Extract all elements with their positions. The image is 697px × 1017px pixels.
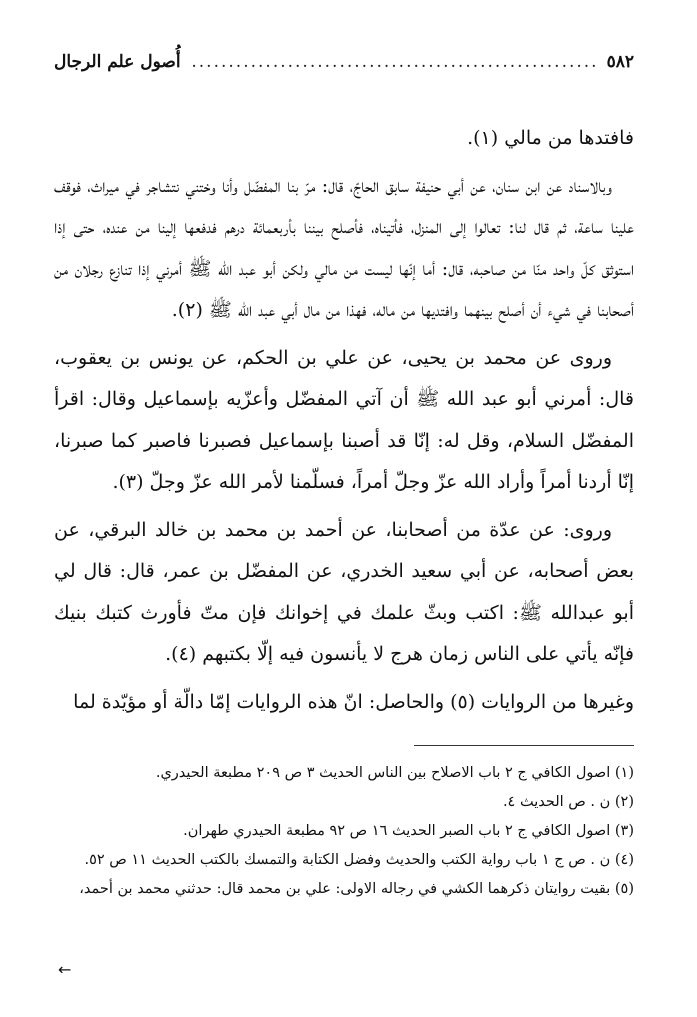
page-header (54, 52, 634, 82)
footnote: (٤) ن . ص ج ١ باب رواية الكتب والحديث وفضل الكتابة والتمسك بالكتب الحديث ١١ ص ٥٢. (84, 852, 634, 868)
footnote-divider (414, 745, 634, 746)
footnote: (٥) بقيت روايتان ذكرهما الكشي في رجاله الاولى: علي بن محمد قال: حدثني محمد بن أحمد، (79, 881, 634, 897)
paragraph: وغيرها من الروايات (٥) والحاصل: انّ هذه الروايات إمّا دالّة أو مؤيّدة لما (73, 690, 634, 713)
footnote: (١) اصول الكافي ج ٢ باب الاصلاح بين الناس الحديث ٣ ص ٢٠٩ مطبعة الحيدري. (155, 765, 634, 781)
body-text (54, 118, 634, 723)
footnotes (54, 760, 634, 903)
footnote: (٣) اصول الكافي ج ٢ باب الصبر الحديث ١٦ ص ٩٢ مطبعة الحيدري طهران. (183, 823, 634, 839)
book-page (54, 52, 634, 905)
paragraph: وروى: عن عدّة من أصحابنا، عن أحمد بن محمد بن خالد البرقي، عن بعض أصحابه، عن أبي سعيد الخدري، عن المفضّل بن عمر، قال: قال لي أبو عبدالله ﷺ: اكتب وبثّ علمك في إخوانك فإن متّ فأورث كتبك بنيك فإنّه يأتي على الناس زمان هرج لا يأنسون فيه إلّا بكتبهم (٤). (54, 518, 634, 665)
paragraph: فافتدها من مالي (١). (467, 127, 634, 149)
page-number: ٥٨٢ (606, 52, 634, 72)
continue-arrow-icon: ← (58, 960, 72, 979)
header-dot-leader (189, 52, 599, 72)
running-title: أُصول علم الرجال (54, 52, 181, 72)
paragraph: وبالاسناد عن ابن سنان، عن أبي حنيفة سابق الحاجّ، قال: مرّ بنا المفضّل وأنا وختني نتشاجر في ميراث، فوقف علينا ساعة، ثم قال لنا: تعالوا إلى المنزل، فأتيناه، فأصلح بيننا بأربعمائة درهم فدفعها إلينا من عنده، حتى إذا استوثق كلّ واحد منّا من صاحبه، قال: أما إنّها ليست من مالي ولكن أبو عبد الله ﷺ أمرني إذا تنازع رجلان من أصحابنا في شيء أن أصلح بينهما وافتديها من ماله، فهذا من مال أبي عبد الله ﷺ (٢). (54, 174, 634, 321)
paragraph: وروى عن محمد بن يحيى، عن علي بن الحكم، عن يونس بن يعقوب، قال: أمرني أبو عبد الله ﷺ أن آتي المفضّل وأعزّيه بإسماعيل وقال: اقرأ المفضّل السلام، وقل له: إنّا قد أصبنا بإسماعيل فصبرنا فاصبر كما صبرنا، إنّا أردنا أمراً وأراد الله عزّ وجلّ أمراً، فسلّمنا لأمر الله عزّ وجلّ (٣). (54, 346, 634, 493)
footnote: (٢) ن . ص الحديث ٤. (502, 794, 634, 810)
